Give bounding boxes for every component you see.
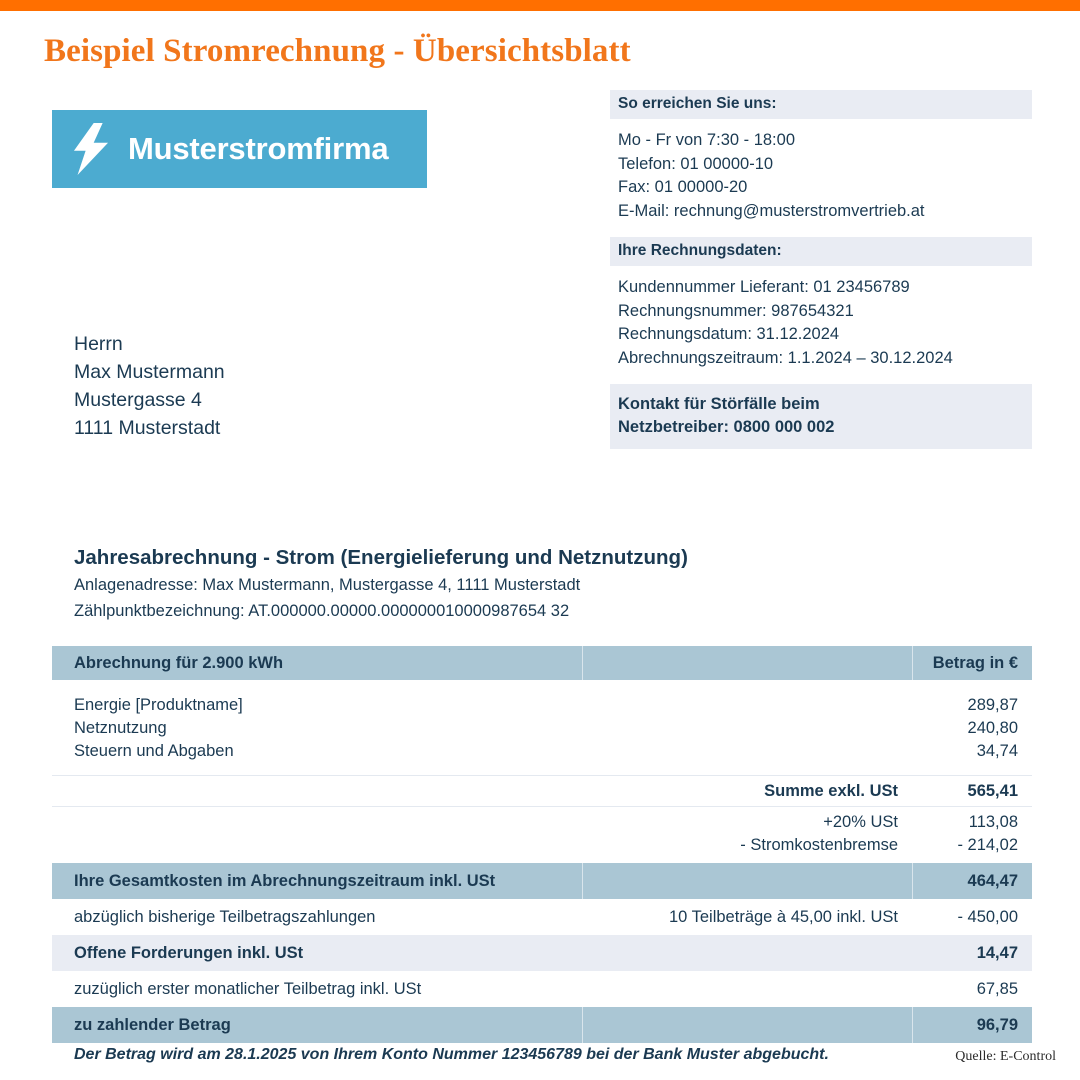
info-column [610,90,1032,449]
item-amount: 240,80 [967,719,1018,737]
subtotal-amount: 565,41 [967,781,1018,800]
item-label: Steuern und Abgaben [74,742,234,760]
table-header-amount: Betrag in € [932,653,1018,672]
company-logo [52,110,427,188]
amount-due-amount: 96,79 [976,1015,1018,1034]
invoice-data-line: Abrechnungszeitraum: 1.1.2024 – 30.12.2024 [618,348,953,367]
source-credit: Quelle: E-Control [955,1049,1056,1064]
table-row [52,694,1032,717]
invoice-data-line: Rechnungsnummer: 987654321 [618,301,854,320]
invoice-data-line: Rechnungsdatum: 31.12.2024 [618,325,840,343]
next-installment-label: zuzüglich erster monatlicher Teilbetrag inkl. USt [74,979,422,998]
contact-heading: So erreichen Sie uns: [610,90,1032,119]
contact-line: Fax: 01 00000-20 [618,178,748,196]
column-divider [912,646,913,680]
contact-line: Mo - Fr von 7:30 - 18:00 [618,131,795,149]
column-divider [912,1007,913,1043]
adjustment-mid: +20% USt [823,813,898,831]
contact-line: Telefon: 01 00000-10 [618,154,774,173]
item-label: Energie [Produktname] [74,696,243,714]
total-gross-label: Ihre Gesamtkosten im Abrechnungszeitraum inkl. USt [74,871,496,890]
address-line: 1111 Musterstadt [74,417,221,439]
next-installment-row [52,971,1032,1007]
open-claims-row [52,935,1032,971]
subtotal-block [52,776,1032,806]
partial-payments-label: abzüglich bisherige Teilbetragszahlungen [74,907,376,926]
table-row [52,740,1032,763]
spacer [610,227,1032,237]
invoice-table [52,646,1032,1043]
subtotal-mid: Summe exkl. USt [764,781,898,800]
page-title: Beispiel Stromrechnung - Übersichtsblatt [44,33,631,69]
recipient-address [74,330,225,442]
next-installment-amount: 67,85 [976,979,1018,998]
lightning-bolt-icon [70,123,112,175]
table-items [52,680,1032,775]
partial-payments-row [52,899,1032,935]
emergency-contact-line2: Netzbetreiber: 0800 000 002 [618,418,835,436]
billing-section-title: Jahresabrechnung - Strom (Energielieferung und Netznutzung) [74,546,688,569]
top-accent-bar [0,0,1080,11]
column-divider [582,863,583,899]
subtotal-row [52,776,1032,806]
partial-payments-mid: 10 Teilbeträge à 45,00 inkl. USt [668,907,898,926]
invoice-data-line: Kundennummer Lieferant: 01 23456789 [618,278,910,296]
column-divider [582,1007,583,1043]
payment-note: Der Betrag wird am 28.1.2025 von Ihrem Konto Nummer 123456789 bei der Bank Muster abgebucht. [74,1046,829,1063]
emergency-contact-line1: Kontakt für Störfälle beim [618,395,820,413]
column-divider [582,646,583,680]
table-header-label: Abrechnung für 2.900 kWh [74,653,284,672]
address-line: Mustergasse 4 [74,389,202,411]
table-row [52,717,1032,740]
table-row [52,811,1032,834]
column-divider [912,863,913,899]
emergency-contact-box [610,384,1032,449]
spacer [610,374,1032,384]
item-amount: 289,87 [967,696,1018,714]
address-line: Max Mustermann [74,361,225,383]
installation-address: Anlagenadresse: Max Mustermann, Mustergasse 4, 1111 Musterstadt [74,576,581,594]
company-name: Musterstromfirma [128,131,389,166]
billing-section-header [74,545,1034,622]
item-label: Netznutzung [74,719,167,737]
table-row [52,834,1032,857]
total-gross-row [52,863,1032,899]
invoice-data-details [610,266,1032,374]
adjustment-amount: - 214,02 [957,836,1018,854]
adjustment-mid: - Stromkostenbremse [740,836,898,854]
adjustment-amount: 113,08 [968,813,1018,831]
address-line: Herrn [74,333,123,355]
amount-due-label: zu zahlender Betrag [74,1015,231,1034]
open-claims-amount: 14,47 [976,943,1018,962]
metering-point-id: Zählpunktbezeichnung: AT.000000.00000.000000010000987654 32 [74,601,570,620]
partial-payments-amount: - 450,00 [957,907,1018,926]
adjustments-block [52,807,1032,863]
contact-details [610,119,1032,227]
total-gross-amount: 464,47 [967,871,1018,890]
invoice-data-heading: Ihre Rechnungsdaten: [610,237,1032,266]
contact-line-email: E-Mail: rechnung@musterstromvertrieb.at [618,201,925,220]
item-amount: 34,74 [976,742,1018,760]
open-claims-label: Offene Forderungen inkl. USt [74,943,304,962]
table-header-row [52,646,1032,680]
amount-due-row [52,1007,1032,1043]
